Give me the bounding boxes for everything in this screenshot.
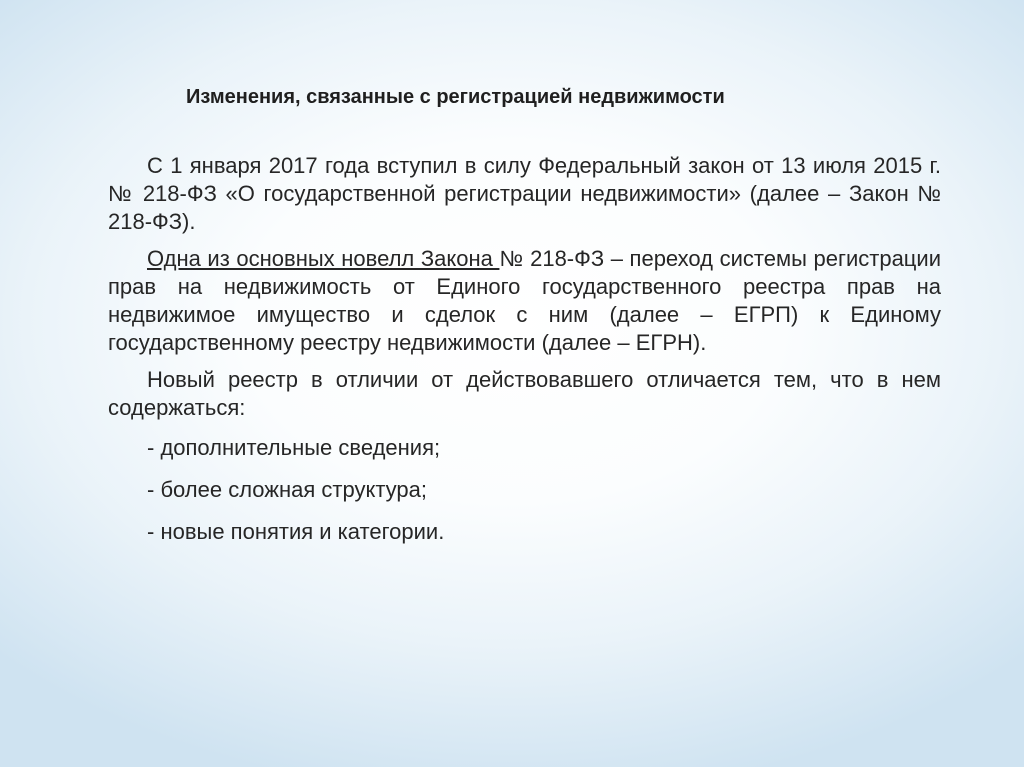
slide-title: Изменения, связанные с регистрацией недвижимости xyxy=(186,86,725,108)
list-item-additional-info: - дополнительные сведения; xyxy=(147,435,441,460)
paragraph-main-novelty xyxy=(108,245,941,357)
list-item-complex-structure: - более сложная структура; xyxy=(147,477,428,502)
slide-body xyxy=(108,152,941,560)
paragraph-main-novelty-text: № 218-ФЗ – переход системы регистрации прав на недвижимость от Единого государственного реестра прав на недвижимое имущество и сделок с ним (далее – ЕГРП) к Единому государственному реестру недвижимости (далее – ЕГРН). xyxy=(108,246,941,355)
list-item-new-concepts: - новые понятия и категории. xyxy=(147,519,445,544)
paragraph-law-effective: С 1 января 2017 года вступил в силу Федеральный закон от 13 июля 2015 г. № 218-ФЗ «О государственной регистрации недвижимости» (далее – Закон № 218-ФЗ). xyxy=(108,153,941,234)
paragraph-new-registry: Новый реестр в отличии от действовавшего отличается тем, что в нем содержаться: xyxy=(108,367,941,420)
underlined-phrase: Одна из основных новелл Закона xyxy=(147,246,500,271)
